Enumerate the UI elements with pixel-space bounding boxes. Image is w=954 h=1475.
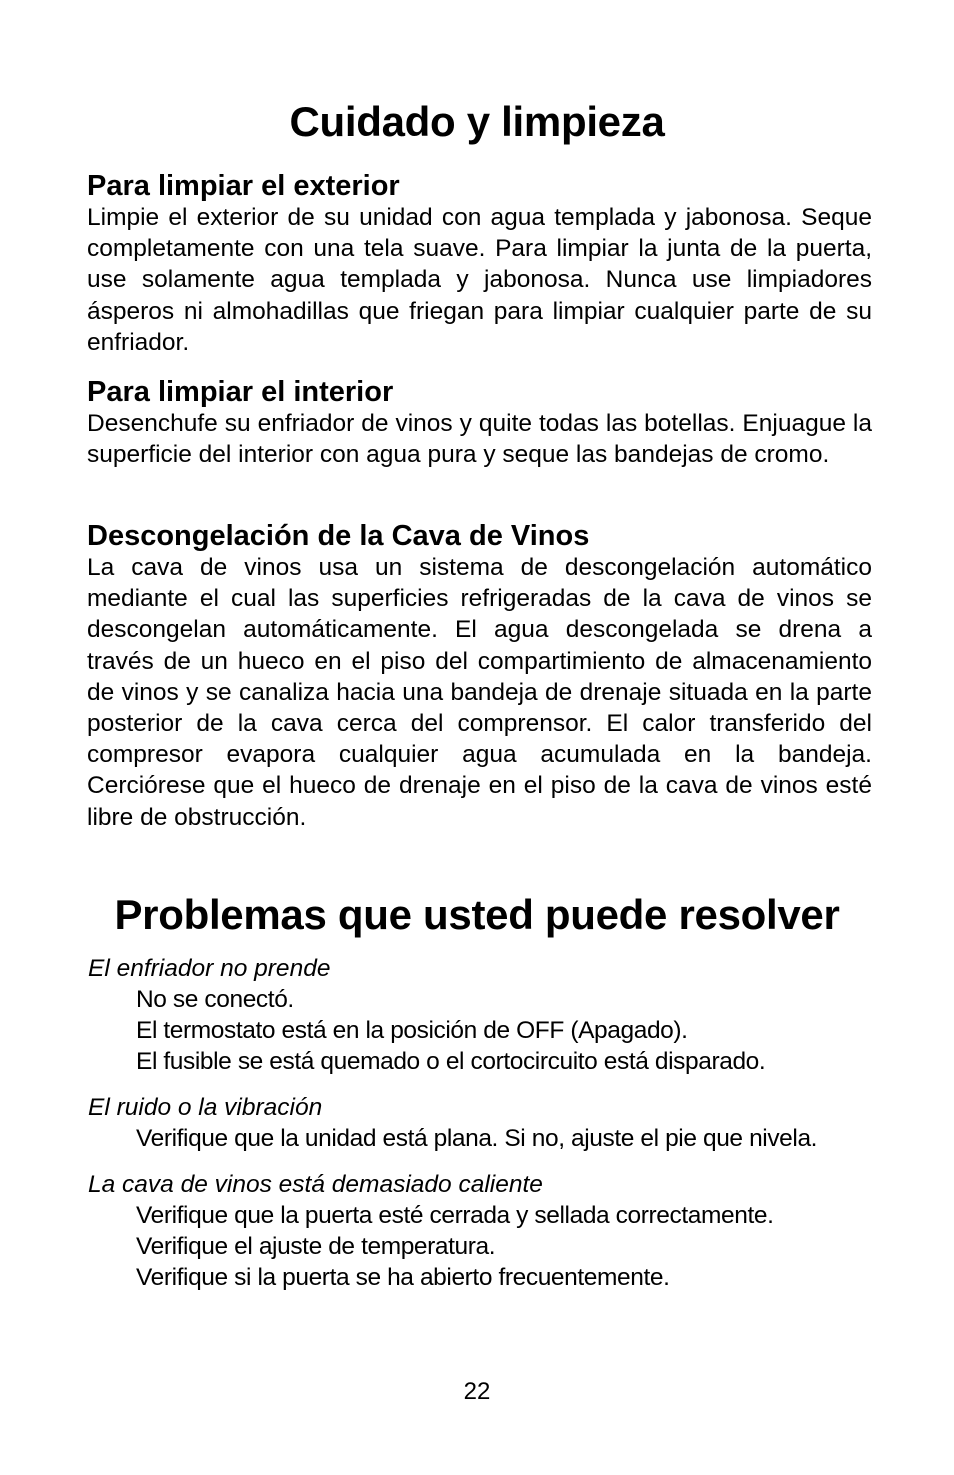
cause-item: Verifique el ajuste de temperatura. (136, 1233, 496, 1260)
cause-list (88, 984, 888, 1077)
care-title: Cuidado y limpieza (289, 98, 665, 145)
problem-title: El ruido o la vibración (88, 1094, 323, 1121)
section-defrost (87, 520, 872, 833)
cause-list (88, 1200, 888, 1293)
section-heading: Para limpiar el exterior (87, 170, 400, 202)
cause-item: El fusible se está quemado o el cortocircuito está disparado. (136, 1048, 766, 1075)
section-body: Limpie el exterior de su unidad con agua templada y jabonosa. Seque completamente con una tela suave. Para limpiar la junta de la puerta, use solamente agua templada y jabonosa. Nunca use limpiadores ásperos ni almohadillas que friegan para limpiar cualquier parte de su enfriador. (87, 204, 872, 356)
cause-item: No se conectó. (136, 986, 294, 1013)
page-number: 22 (463, 1378, 491, 1405)
cause-item: Verifique si la puerta se ha abierto frecuentemente. (136, 1264, 670, 1291)
cause-item: Verifique que la puerta esté cerrada y sellada correctamente. (136, 1202, 774, 1229)
troubleshooting-title: Problemas que usted puede resolver (114, 891, 840, 938)
section-exterior-cleaning (87, 170, 872, 358)
problem-block (88, 954, 888, 1077)
problem-block (88, 1093, 888, 1154)
section-heading: Descongelación de la Cava de Vinos (87, 520, 590, 552)
section-interior-cleaning (87, 376, 872, 470)
cause-item: El termostato está en la posición de OFF (Apagado). (136, 1017, 688, 1044)
section-body: La cava de vinos usa un sistema de descongelación automático mediante el cual las superficies refrigeradas de la cava de vinos se descongelan automáticamente. El agua descongelada se drena a través de un hueco en el piso del compartimiento de almacenamiento de vinos y se canaliza hacia una bandeja de drenaje situada en la parte posterior de la cava cerca del comprensor. El calor transferido del compresor evapora cualquier agua acumulada en la bandeja. Cerciórese que el hueco de drenaje en el piso de la cava de vinos esté libre de obstrucción. (87, 554, 872, 831)
problem-title: El enfriador no prende (88, 955, 331, 982)
section-body: Desenchufe su enfriador de vinos y quite todas las botellas. Enjuague la superficie del interior con agua pura y seque las bandejas de cromo. (87, 410, 872, 469)
section-heading: Para limpiar el interior (87, 376, 394, 408)
cause-list (88, 1123, 888, 1154)
cause-item: Verifique que la unidad está plana. Si no, ajuste el pie que nivela. (136, 1125, 818, 1152)
problem-block (88, 1170, 888, 1293)
problem-title: La cava de vinos está demasiado caliente (88, 1171, 543, 1198)
